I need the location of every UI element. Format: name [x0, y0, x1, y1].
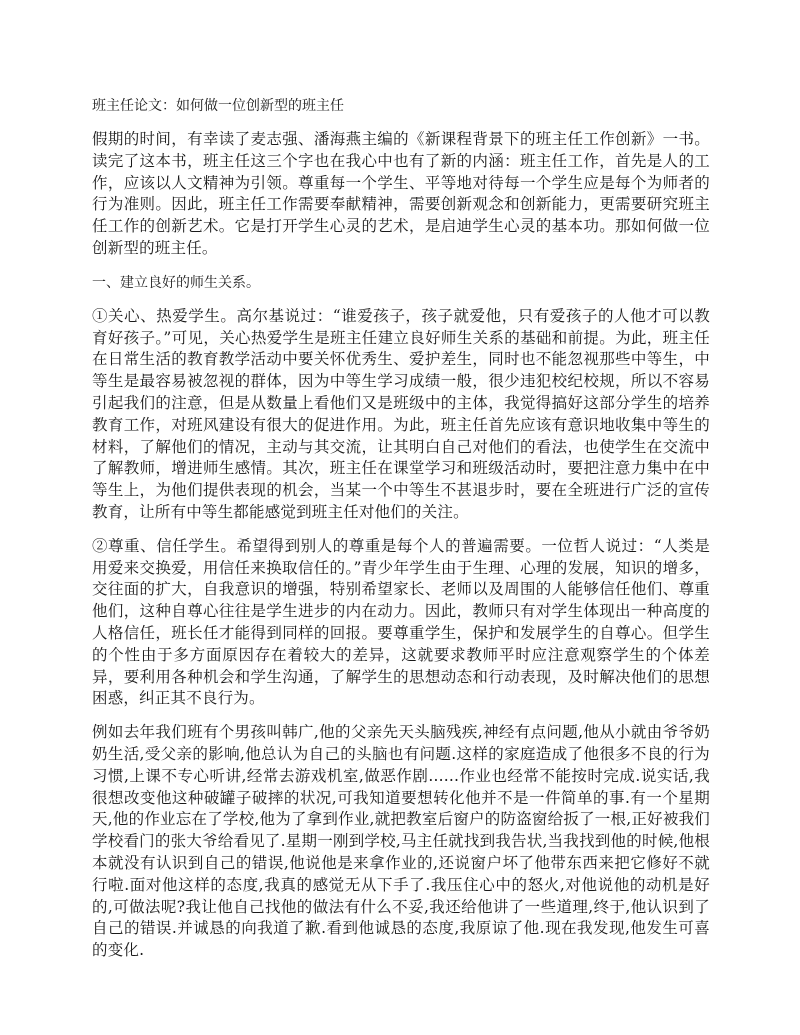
- point-two-paragraph: ②尊重、信任学生。希望得到别人的尊重是每个人的普遍需要。一位哲人说过：“人类是用爱来交换爱，用信任来换取信任的。”青少年学生由于生理、心理的发展，知识的增多，交往面的扩大，自我意识的增强，特别希望家长、老师以及周围的人能够信任他们、尊重他们，这种自尊心往往是学生进步的内在动力。因此，教师只有对学生体现出一种高度的人格信任，班长任才能得到同样的回报。要尊重学生，保护和发展学生的自尊心。但学生的个性由于多方面原因存在着较大的差异，这就要求教师平时应注意观察学生的个体差异，要利用各种机会和学生沟通，了解学生的思想动态和行动表现，及时解决他们的思想困惑，纠正其不良行为。: [92, 536, 710, 708]
- intro-paragraph: 假期的时间，有幸读了麦志强、潘海燕主编的《新课程背景下的班主任工作创新》一书。读完了这本书，班主任这三个字也在我心中也有了新的内涵：班主任工作，首先是人的工作，应该以人文精神为引领。尊重每一个学生、平等地对待每一个学生应是每个为师者的行为准则。因此，班主任工作需要奉献精神，需要创新观念和创新能力，更需要研究班主任工作的创新艺术。它是打开学生心灵的艺术，是启迪学生心灵的基本功。那如何做一位创新型的班主任。: [92, 130, 710, 257]
- document-title: 班主任论文：如何做一位创新型的班主任: [92, 98, 344, 114]
- point-one-paragraph: ①关心、热爱学生。高尔基说过：“谁爱孩子，孩子就爱他，只有爱孩子的人他才可以教育好孩子。”可见，关心热爱学生是班主任建立良好师生关系的基础和前提。为此，班主任在日常生活的教育教学活动中要关怀优秀生、爱护差生，同时也不能忽视那些中等生，中等生是最容易被忽视的群体，因为中等生学习成绩一般，很少违犯校纪校规，所以不容易引起我们的注意，但是从数量上看他们又是班级中的主体，我觉得搞好这部分学生的培养教育工作，对班风建设有很大的促进作用。为此，班主任首先应该有意识地收集中等生的材料，了解他们的情况，主动与其交流，让其明白自己对他们的看法，也使学生在交流中了解教师，增进师生感情。其次，班主任在课堂学习和班级活动时，要把注意力集中在中等生上，为他们提供表现的机会，当某一个中等生不甚退步时，要在全班进行广泛的宣传教育，让所有中等生都能感觉到班主任对他们的关注。: [92, 306, 710, 521]
- document-page: [92, 95, 710, 974]
- example-paragraph: 例如去年我们班有个男孩叫韩广,他的父亲先天头脑残疾,神经有点问题,他从小就由爷爷奶奶生活,受父亲的影响,他总认为自己的头脑也有问题.这样的家庭造成了他很多不良的行为习惯,上课不专心听讲,经常去游戏机室,做恶作剧......作业也经常不能按时完成.说实话,我很想改变他这种破罐子破摔的状况,可我知道要想转化他并不是一件简单的事.有一个星期天,他的作业忘在了学校,他为了拿到作业,就把教室后窗户的防盗窗给扳了一根,正好被我们学校看门的张大爷给看见了.星期一刚到学校,马主任就找到我告状,当我找到他的时候,他根本就没有认识到自己的错误,他说他是来拿作业的,还说窗户坏了他带东西来把它修好不就行啦.面对他这样的态度,我真的感觉无从下手了.我压住心中的怒火,对他说他的动机是好的,可做法呢?我让他自己找他的做法有什么不妥,我还给他讲了一些道理,终于,他认识到了自己的错误.并诚恳的向我道了歉.看到他诚恳的态度,我原谅了他.现在我发现,他发生可喜的变化.: [92, 723, 710, 960]
- section-heading: 一、建立良好的师生关系。: [92, 274, 260, 291]
